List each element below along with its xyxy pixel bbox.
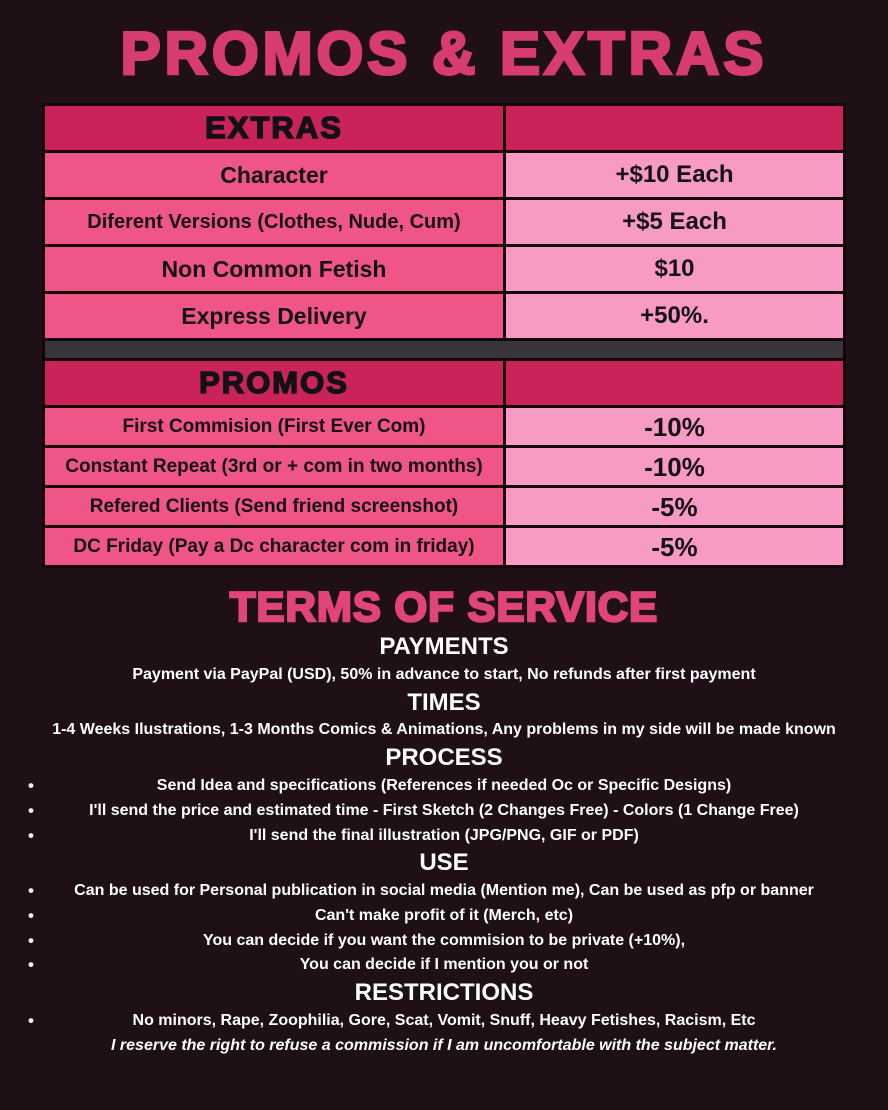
page-title: PROMOS & EXTRAS [120,20,768,87]
bullet-icon: • [28,905,34,925]
table-row [44,527,845,567]
bullet-icon: • [28,800,34,820]
table-row [44,152,845,199]
row-label: First Commision (First Ever Com) [44,407,505,447]
terms-of-service [0,584,888,1059]
row-label: Diferent Versions (Clothes, Nude, Cum) [44,199,505,246]
tos-line-text: You can decide if I mention you or not [299,956,589,974]
section-heading-times: TIMES [407,688,481,716]
promos-header-row [44,360,845,407]
row-label: Refered Clients (Send friend screenshot) [44,487,505,527]
section-heading-use: USE [419,849,469,877]
section-heading-restrictions: RESTRICTIONS [354,979,534,1007]
tos-line [0,718,888,743]
extras-header-cell [44,105,505,152]
extras-header-label: EXTRAS [205,110,343,145]
tos-disclaimer [0,1034,888,1059]
promos-header-empty-cell [505,360,845,407]
row-label: Character [44,152,505,199]
row-label: Non Common Fetish [44,246,505,293]
terms-title: TERMS OF SERVICE [229,583,659,630]
bullet-icon: • [28,775,34,795]
tos-line [0,953,888,978]
tos-line [0,929,888,954]
tos-line [0,1009,888,1034]
row-value: +$5 Each [505,199,845,246]
tos-line-text: Payment via PayPal (USD), 50% in advance to start, No refunds after first payment [132,665,756,683]
tos-line [0,774,888,799]
bullet-icon: • [28,1010,34,1030]
tos-line-text: You can decide if you want the commision to be private (+10%), [202,931,686,949]
separator-band [44,340,845,360]
row-value: -10% [505,447,845,487]
bullet-icon: • [28,955,34,975]
tos-line [0,663,888,688]
tos-line [0,904,888,929]
table-row [44,407,845,447]
tos-line-text: Can be used for Personal publication in social media (Mention me), Can be used as pfp or banner [74,882,814,900]
tos-line [0,824,888,849]
row-value: $10 [505,246,845,293]
row-value: +50%. [505,293,845,340]
section-heading-process: PROCESS [385,744,503,772]
tos-line-text: I'll send the final illustration (JPG/PNG, GIF or PDF) [249,826,639,844]
promos-header-cell [44,360,505,407]
table-row [44,447,845,487]
tos-line-text: No minors, Rape, Zoophilia, Gore, Scat, Vomit, Snuff, Heavy Fetishes, Racism, Etc [132,1011,756,1029]
bullet-icon: • [28,930,34,950]
table-row [44,199,845,246]
row-label: Express Delivery [44,293,505,340]
extras-header-empty-cell [505,105,845,152]
row-label: DC Friday (Pay a Dc character com in friday) [44,527,505,567]
tos-line-text: I'll send the price and estimated time - First Sketch (2 Changes Free) - Colors (1 Change Free) [89,801,799,819]
table-row [44,487,845,527]
row-value: -10% [505,407,845,447]
table-row [44,246,845,293]
tos-line-text: I reserve the right to refuse a commission if I am uncomfortable with the subject matter. [111,1036,777,1054]
tos-line [0,879,888,904]
table-row [44,293,845,340]
tos-line-text: Can't make profit of it (Merch, etc) [314,906,574,924]
tos-line-text: Send Idea and specifications (References if needed Oc or Specific Designs) [156,776,732,794]
bullet-icon: • [28,825,34,845]
row-value: +$10 Each [505,152,845,199]
section-heading-payments: PAYMENTS [379,633,509,661]
extras-header-row [44,105,845,152]
tables-separator [44,340,845,360]
row-value: -5% [505,487,845,527]
promos-header-label: PROMOS [199,365,349,400]
row-label: Constant Repeat (3rd or + com in two months) [44,447,505,487]
pricing-table [42,103,846,568]
tos-line-text: 1-4 Weeks Ilustrations, 1-3 Months Comics & Animations, Any problems in my side will be made known [52,721,836,739]
bullet-icon: • [28,881,34,901]
tos-line [0,799,888,824]
row-value: -5% [505,527,845,567]
